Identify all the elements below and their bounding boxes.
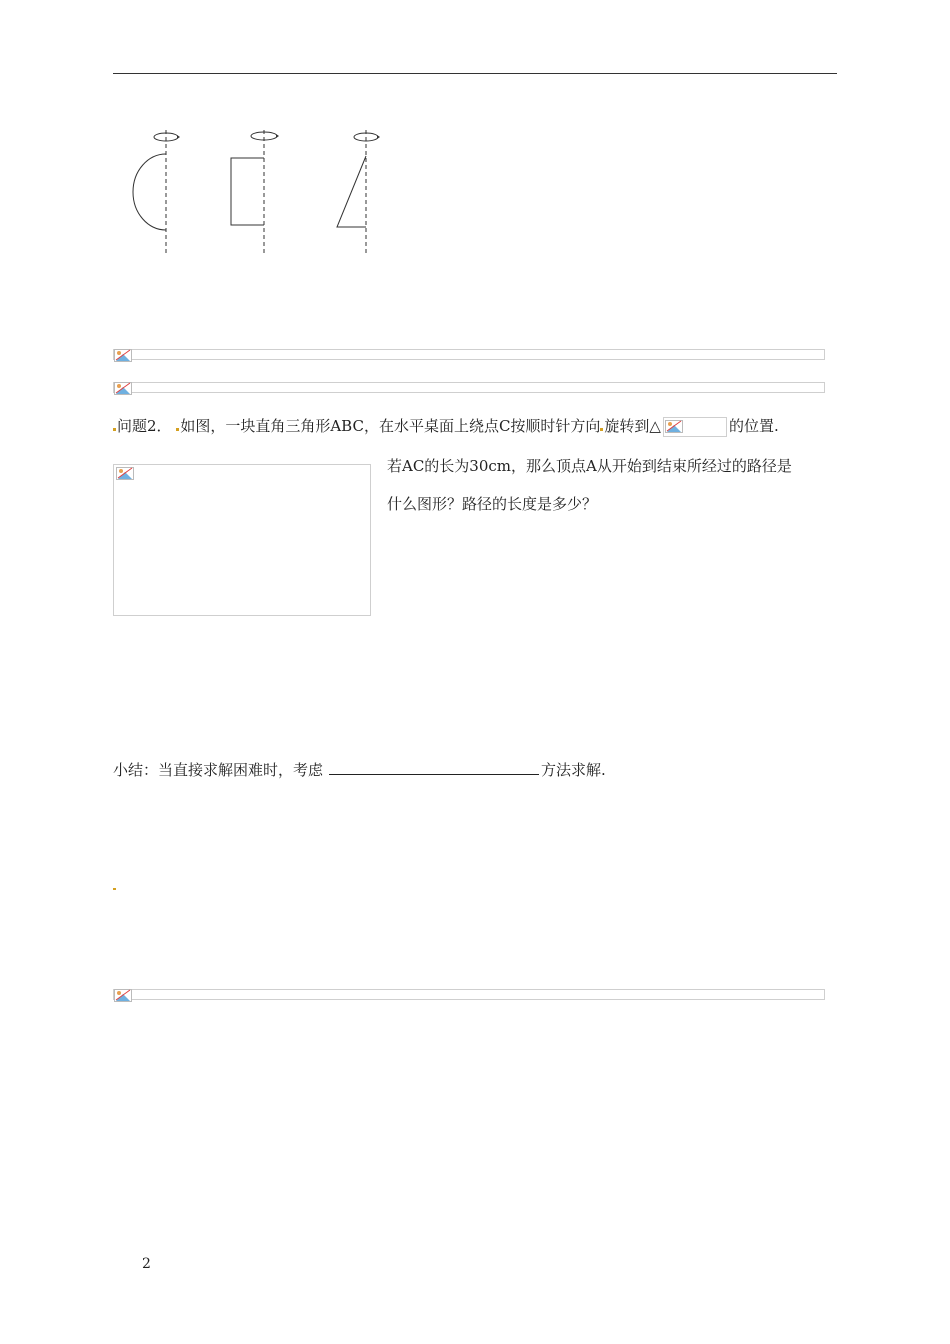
anchor-mark (113, 888, 116, 890)
semicircle-figure (133, 130, 178, 254)
summary-line (113, 760, 606, 780)
problem2-number: 问题2． (117, 417, 172, 435)
problem2-text-rotate: 旋转到△ (604, 417, 661, 435)
image-placeholder-1 (113, 349, 825, 360)
header-rule (113, 73, 837, 74)
broken-image-icon (114, 349, 132, 362)
problem2-text-end: 的位置. (728, 417, 779, 435)
broken-image-icon (665, 420, 683, 433)
image-placeholder-2 (113, 382, 825, 393)
triangle-name-image (663, 417, 727, 437)
triangle-figure (337, 130, 378, 254)
anchor-mark (113, 428, 116, 431)
broken-image-icon (116, 467, 134, 480)
broken-image-icon (114, 989, 132, 1002)
problem2-text: 如图，一块直角三角形ABC，在水平桌面上绕点C按顺时针方向 (180, 417, 601, 435)
rectangle-figure (231, 130, 277, 254)
broken-image-icon (114, 382, 132, 395)
anchor-mark (600, 428, 603, 431)
image-placeholder-3 (113, 989, 825, 1000)
summary-blank (329, 760, 539, 775)
rotation-figures (120, 122, 400, 262)
problem2-line1 (113, 416, 779, 437)
summary-prefix: 小结：当直接求解困难时，考虑 (113, 761, 324, 779)
page-number: 2 (142, 1256, 151, 1272)
problem2-line2: 若AC的长为30cm，那么顶点A从开始到结束所经过的路径是 (387, 457, 792, 475)
anchor-mark (176, 428, 179, 431)
triangle-figure-placeholder (113, 464, 371, 616)
problem2-line3: 什么图形？路径的长度是多少？ (387, 495, 598, 513)
summary-suffix: 方法求解. (541, 761, 606, 779)
